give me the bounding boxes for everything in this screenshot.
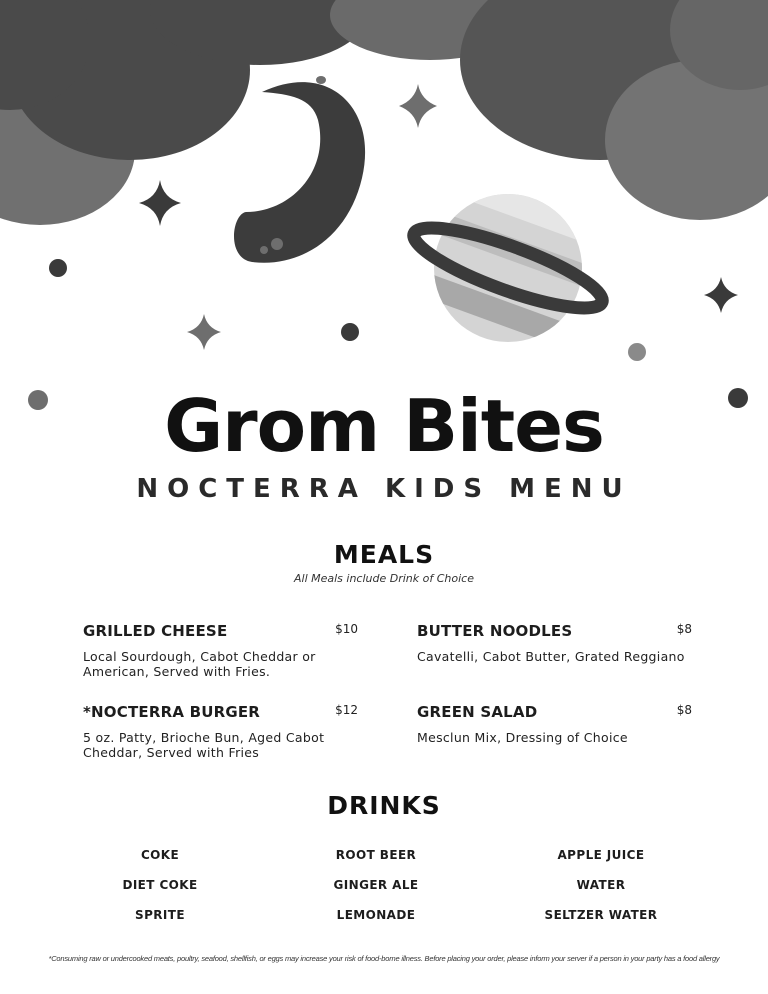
menu-item <box>417 622 692 664</box>
menu-item-description: 5 oz. Patty, Brioche Bun, Aged Cabot Cheddar, Served with Fries <box>83 730 325 760</box>
menu-item-description: Cavatelli, Cabot Butter, Grated Reggiano <box>417 649 685 664</box>
menu-item-price: $8 <box>676 622 692 636</box>
menu-item <box>417 703 692 745</box>
menu-item <box>83 622 358 679</box>
menu-item-price: $8 <box>676 703 692 717</box>
menu-item-price: $10 <box>335 622 358 636</box>
menu-item-name: GREEN SALAD <box>417 703 538 721</box>
drink-item: WATER <box>576 878 626 892</box>
drinks-heading: DRINKS <box>327 791 441 820</box>
meals-heading: MEALS <box>333 540 435 569</box>
menu-item-description: Local Sourdough, Cabot Cheddar or American, Served with Fries. <box>83 649 316 679</box>
menu-item-price: $12 <box>335 703 358 717</box>
drink-item: LEMONADE <box>336 908 416 922</box>
menu-item-description: Mesclun Mix, Dressing of Choice <box>417 730 628 745</box>
menu-subtitle: NOCTERRA KIDS MENU <box>136 474 632 504</box>
planet-icon <box>406 165 621 352</box>
menu-item <box>83 703 358 760</box>
allergy-disclaimer: *Consuming raw or undercooked meats, poultry, seafood, shellfish, or eggs may increase your risk of food-borne illness. Before placing your order, please inform your server if a person in your party has a food allergy <box>48 954 720 963</box>
drink-item: SPRITE <box>135 908 185 922</box>
menu-item-name: GRILLED CHEESE <box>83 622 228 640</box>
space-illustration <box>0 0 768 420</box>
drink-item: GINGER ALE <box>333 878 419 892</box>
drink-item: DIET COKE <box>122 878 198 892</box>
drink-item: ROOT BEER <box>335 848 417 862</box>
drink-item: COKE <box>140 848 180 862</box>
menu-item-name: BUTTER NOODLES <box>417 622 573 640</box>
moon-icon <box>234 76 365 263</box>
menu-item-name: *NOCTERRA BURGER <box>83 703 261 721</box>
drink-item: SELTZER WATER <box>544 908 658 922</box>
cloud-icon <box>330 0 768 220</box>
drink-item: APPLE JUICE <box>557 848 645 862</box>
meals-note: All Meals include Drink of Choice <box>293 572 474 585</box>
menu-title: Grom Bites <box>164 384 604 468</box>
